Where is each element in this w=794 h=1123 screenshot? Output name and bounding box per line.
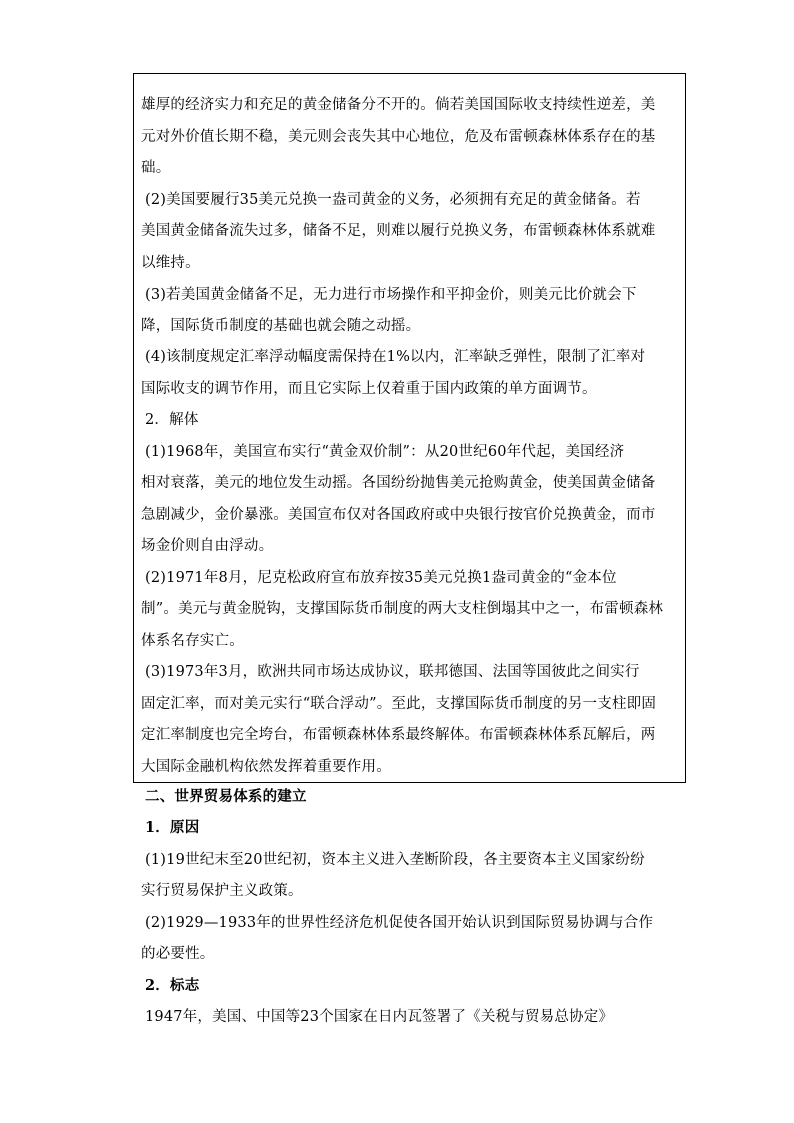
box-line: 础。: [141, 160, 171, 176]
box-line: (2)美国要履行35美元兑换一盎司黄金的义务，必须拥有充足的黄金储备。若: [145, 192, 641, 208]
box-line: 美国黄金储备流失过多，储备不足，则难以履行兑换义务，布雷顿森林体系就难: [141, 223, 656, 239]
body-line: (1)19世纪末至20世纪初，资本主义进入垄断阶段，各主要资本主义国家纷纷: [145, 852, 645, 868]
box-line: 场金价则自由浮动。: [141, 538, 274, 554]
box-line: 2．解体: [145, 412, 199, 428]
body-line: 1947年，美国、中国等23个国家在日内瓦签署了《关税与贸易总协定》: [145, 1009, 614, 1025]
box-line: (4)该制度规定汇率浮动幅度需保持在1%以内，汇率缺乏弹性，限制了汇率对: [145, 349, 646, 365]
box-line: 国际收支的调节作用，而且它实际上仅着重于国内政策的单方面调节。: [141, 381, 597, 397]
body-line: 的必要性。: [141, 946, 215, 962]
box-line: 降，国际货币制度的基础也就会随之动摇。: [141, 318, 421, 334]
box-line: (3)1973年3月，欧洲共同市场达成协议，联邦德国、法国等国彼此之间实行: [145, 664, 640, 680]
box-line: 相对衰落，美元的地位发生动摇。各国纷纷抛售美元抢购黄金，使美国黄金储备: [141, 475, 656, 491]
subsection-heading: 1．原因: [145, 819, 200, 836]
box-line: 定汇率制度也完全垮台，布雷顿森林体系最终解体。布雷顿森林体系瓦解后，两: [141, 727, 656, 743]
box-line: 固定汇率，而对美元实行“联合浮动”。至此，支撑国际货币制度的另一支柱即固: [141, 696, 657, 712]
box-line: 雄厚的经济实力和充足的黄金储备分不开的。倘若美国国际收支持续性逆差，美: [141, 97, 656, 113]
box-line: (3)若美国黄金储备不足，无力进行市场操作和平抑金价，则美元比价就会下: [145, 287, 637, 303]
box-line: 元对外价值长期不稳，美元则会丧失其中心地位，危及布雷顿森林体系存在的基: [141, 129, 656, 145]
box-line: (2)1971年8月，尼克松政府宣布放弃按35美元兑换1盎司黄金的“金本位: [145, 570, 617, 586]
box-line: 大国际金融机构依然发挥着重要作用。: [141, 759, 391, 775]
box-line: 急剧减少，金价暴涨。美国宣布仅对各国政府或中央银行按官价兑换黄金，而市: [141, 507, 656, 523]
box-line: 制”。美元与黄金脱钩，支撑国际货币制度的两大支柱倒塌其中之一，布雷顿森林: [141, 601, 664, 617]
box-line: 体系名存实亡。: [141, 633, 244, 649]
box-line: (1)1968年，美国宣布实行“黄金双价制”：从20世纪60年代起，美国经济: [145, 444, 625, 460]
subsection-heading: 2．标志: [145, 977, 200, 994]
section-heading: 二、世界贸易体系的建立: [145, 788, 307, 805]
body-line: 实行贸易保护主义政策。: [141, 883, 303, 899]
body-line: (2)1929—1933年的世界性经济危机促使各国开始认识到国际贸易协调与合作: [145, 915, 654, 931]
box-line: 以维持。: [141, 255, 200, 271]
